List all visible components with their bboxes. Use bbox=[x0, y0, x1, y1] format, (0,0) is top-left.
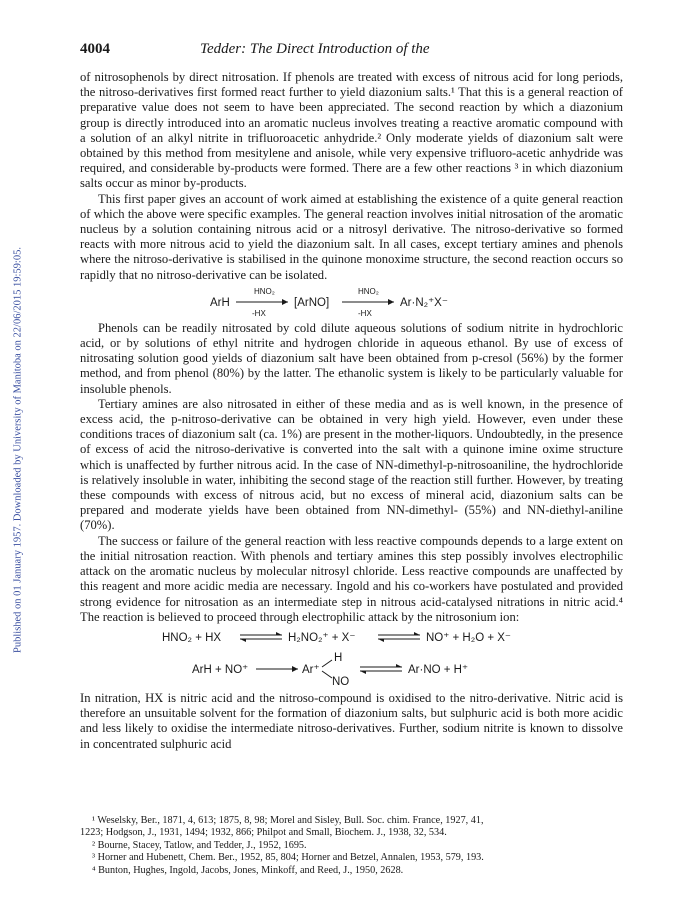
reaction-scheme-1 bbox=[202, 285, 502, 319]
footnotes bbox=[80, 815, 623, 877]
footnote: 1223; Hodgson, J., 1931, 1494; 1932, 866; Philpot and Small, Biochem. J., 1938, 32, 534. bbox=[80, 827, 447, 839]
eq2-right: NO⁺ + H₂O + X⁻ bbox=[425, 631, 511, 644]
eq3-ar-cation: Ar⁺ bbox=[301, 663, 320, 676]
eq1-arrow1-head bbox=[282, 299, 288, 305]
download-watermark bbox=[10, 150, 26, 750]
paragraph: Tertiary amines are also nitrosated in either of these media and as is well known, in the presence of excess acid, the p-nitroso-derivative can be obtained in very high yield. However, even under these conditions traces of diazonium salt (ca. 1%) are present in the mother-liquors. Undoubtedly, in the presence of excess of acid the nitroso-derivative is converted into the salt with a quinone imine oxime structure which is unaffected by further nitrous acid. In the case of NN-dimethyl-p-nitrosoaniline, the hydrochloride is relatively insoluble in water, inhibiting the second stage of the reaction still further. However, by treating these compounds with excess of nitrous acid, but no excess of mineral acid, diazonium salts can be prepared and moderate yields have been obtained from NN-dimethyl- (55%) and NN-diethyl-aniline (70%). bbox=[80, 396, 623, 533]
eq1-arrow2-top: HNO₂ bbox=[357, 286, 379, 296]
download-watermark-text: Published on 01 January 1957. Downloaded by University of Manitoba on 22/06/2015 19:59:05. bbox=[12, 247, 24, 653]
running-title: Tedder: The Direct Introduction of the bbox=[200, 41, 430, 57]
eq1-product: Ar·N₂⁺X⁻ bbox=[399, 296, 448, 309]
paragraph: This first paper gives an account of work aimed at establishing the existence of a quite general reaction of which the above were specific examples. The general reaction involves initial nitrosation of the aromatic nucleus by a solution containing nitrous acid or a nitrosyl derivative. The nitroso-derivative so formed reacts with more nitrous acid to yield the diazonium salt. In all cases, except tertiary amines and phenols where the nitroso-derivative is stabilised in the quinone monoxime structure, the second reaction occurs so rapidly that no nitroso-derivative can be isolated. bbox=[80, 191, 623, 282]
eq3-left: ArH + NO⁺ bbox=[191, 663, 248, 676]
eq2-left: HNO₂ + HX bbox=[161, 631, 221, 644]
eq1-arrow1-bottom: -HX bbox=[251, 308, 266, 318]
eq1-intermediate: [ArNO] bbox=[293, 296, 329, 309]
footnote: ³ Horner and Hubenett, Chem. Ber., 1952, 85, 804; Horner and Betzel, Annalen, 1953, 579, 193. bbox=[92, 852, 484, 864]
eq3-sub-h: H bbox=[333, 651, 342, 664]
paragraph: In nitration, HX is nitric acid and the nitroso-compound is oxidised to the nitro-derivative. Nitric acid is therefore an unsuitable solvent for the formation of diazonium salts, but sulphuric acid is both more acidic and less likely to oxidise the intermediate nitroso-derivatives. Further, sodium nitrite is known to dissolve in concentrated sulphuric acid bbox=[80, 690, 623, 751]
paragraph: The success or failure of the general reaction with less reactive compounds depends to a large extent on the initial nitrosation reaction. With phenols and tertiary amines this step possibly involves electrophilic attack on the aromatic nucleus by molecular nitrosyl chloride. Less reactive compounds are unaffected by this reagent and more acidic media are necessary. Ingold and his co-workers have postulated and provided strong evidence for nitrosation as an intermediate step in nitrous acid-catalysed nitrations in nitric acid.⁴ The reaction is believed to proceed through electrophilic attack by the nitrosonium ion: bbox=[80, 533, 623, 624]
page-header bbox=[80, 41, 620, 61]
article-body bbox=[80, 70, 623, 752]
reaction-scheme-2 bbox=[142, 627, 562, 647]
eq3-bond-h bbox=[322, 660, 332, 667]
eq1-arrow1-top: HNO₂ bbox=[253, 286, 275, 296]
eq1-arrow2-head bbox=[388, 299, 394, 305]
footnote: ⁴ Bunton, Hughes, Ingold, Jacobs, Jones, Minkoff, and Reed, J., 1950, 2628. bbox=[92, 864, 404, 876]
paragraph: of nitrosophenols by direct nitrosation. If phenols are treated with excess of nitrous acid for long periods, the nitroso-derivatives first formed react further to yield diazonium salts.¹ That this is a general reaction of preparative value does not seem to have been appreciated. The second reaction by which a diazonium group is directly introduced into an aromatic nucleus involves treating a reactive aromatic compound with a solution of an alkyl nitrite in trifluoroacetic anhydride.² Only moderate yields of diazonium salt were obtained by this method from mesitylene and anisole, while very expensive trifluoro-acetic anhydride was required, and considerable by-products were formed. There are a few other reactions ³ in which diazonium salts occur as minor by-products. bbox=[80, 70, 623, 191]
eq1-reactant: ArH bbox=[209, 296, 230, 309]
footnote: ¹ Weselsky, Ber., 1871, 4, 613; 1875, 8, 98; Morel and Sisley, Bull. Soc. chim. France, 1927, 41, bbox=[92, 815, 484, 826]
eq1-arrow2-bottom: -HX bbox=[357, 308, 372, 318]
eq3-sub-no: NO bbox=[331, 675, 349, 688]
eq2-middle: H₂NO₂⁺ + X⁻ bbox=[287, 631, 355, 644]
eq3-bond-no bbox=[322, 671, 332, 678]
footnote: ² Bourne, Stacey, Tatlow, and Tedder, J., 1952, 1695. bbox=[92, 839, 307, 851]
eq3-right: Ar·NO + H⁺ bbox=[407, 663, 468, 676]
paragraph: Phenols can be readily nitrosated by cold dilute aqueous solutions of sodium nitrite in hydrochloric acid, or by solutions of ethyl nitrite and hydrogen chloride in aqueous ethanol. By use of excess of nitrosating solution good yields of diazonium salt have been obtained from p-cresol (56%) by the former method, and from phenol (80%) by the latter. The ethanolic system is likely to be particularly valuable for insoluble phenols. bbox=[80, 320, 623, 396]
reaction-scheme-3 bbox=[172, 649, 532, 689]
page-number: 4004 bbox=[80, 41, 110, 57]
eq3-arrow1-head bbox=[292, 666, 298, 672]
